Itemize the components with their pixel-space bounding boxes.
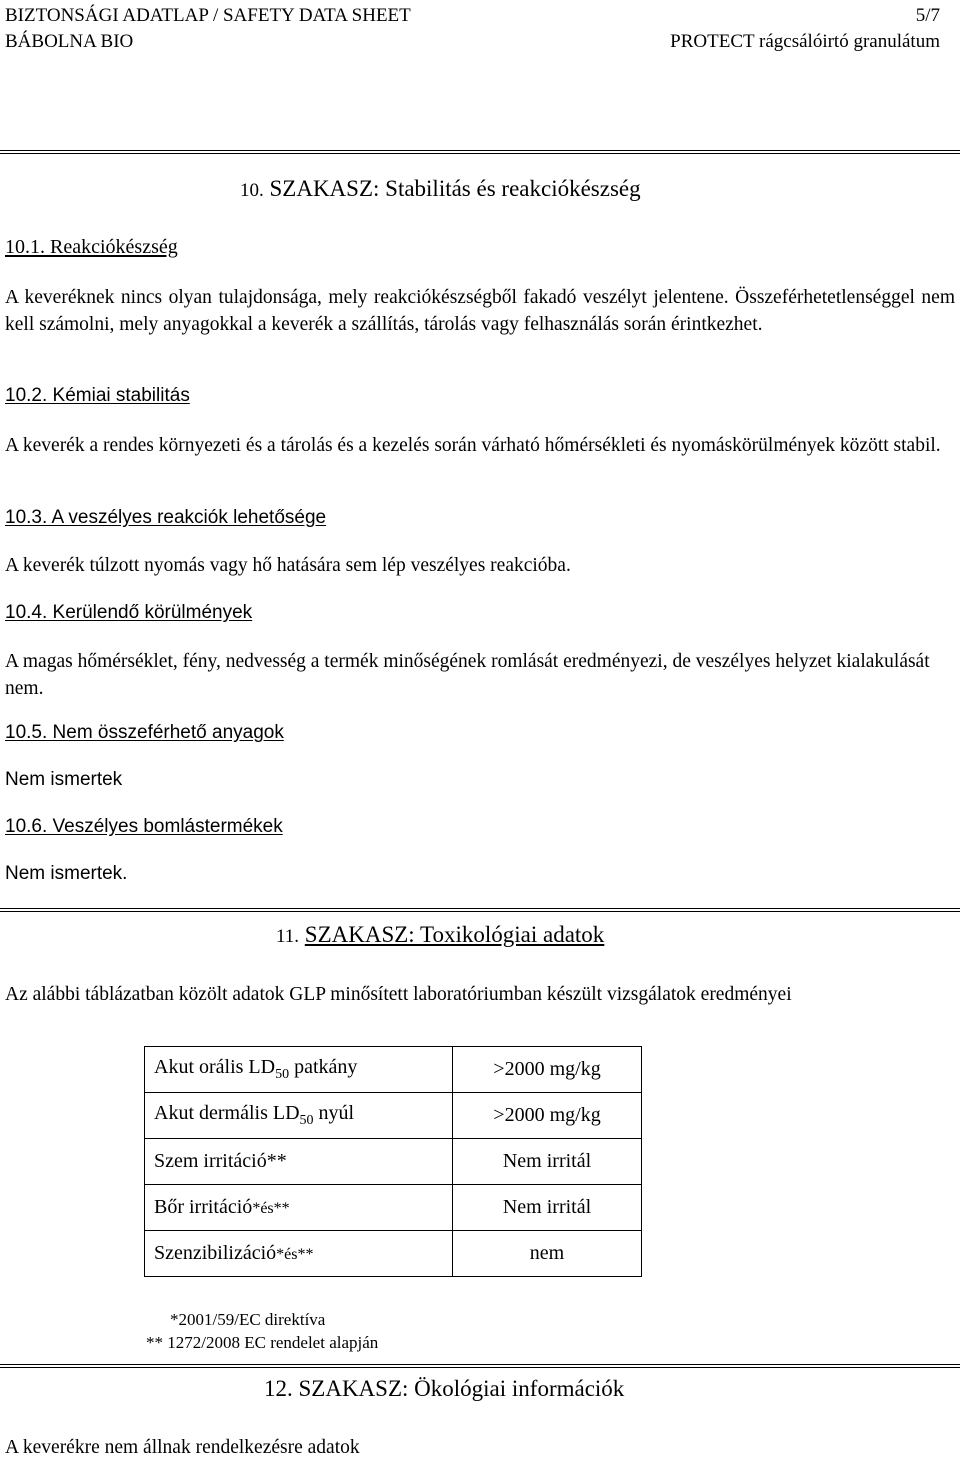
subsection-10-4: 10.4. Kerülendő körülmények xyxy=(5,602,253,623)
section-11-heading xyxy=(276,922,604,948)
section-11-intro: Az alábbi táblázatban közölt adatok GLP minősített laboratóriumban készült vizsgálatok eredményei xyxy=(5,984,792,1005)
subsection-10-5: 10.5. Nem összeférhető anyagok xyxy=(5,722,284,743)
subsection-10-1: 10.1. Reakciókészség xyxy=(5,236,178,258)
paragraph-10-4: A magas hőmérséklet, fény, nedvesség a termék minőségének romlását eredményezi, de veszélyes helyzet kialakulását nem. xyxy=(5,651,930,699)
table-cell-label: Bőr irritáció*és** xyxy=(145,1185,453,1231)
table-cell-label: Akut dermális $LD_{50}$ nyúl xyxy=(145,1093,453,1139)
product-name: PROTECT rágcsálóirtó granulátum xyxy=(670,31,940,52)
section-10-rule xyxy=(0,150,960,154)
table-cell-value: >2000 mg/kg xyxy=(453,1093,642,1139)
table-cell-label: Akut orális $LD_{50}$ patkány xyxy=(145,1047,453,1093)
paragraph-10-2: A keverék a rendes környezeti és a tárolás és a kezelés során várható hőmérsékleti és nyomáskörülmények között stabil. xyxy=(5,435,941,456)
paragraph-10-5: Nem ismertek xyxy=(5,769,123,790)
section-12-title: 12. SZAKASZ: Ökológiai információk xyxy=(264,1376,625,1401)
table-cell-value: Nem irritál xyxy=(453,1139,642,1185)
page-number: 5/7 xyxy=(915,5,940,26)
subsection-10-3: 10.3. A veszélyes reakciók lehetősége xyxy=(5,507,327,528)
table-row xyxy=(145,1185,642,1231)
section-10-heading xyxy=(240,176,641,202)
toxicology-table xyxy=(144,1046,642,1277)
table-cell-label: Szenzibilizáció*és** xyxy=(145,1231,453,1277)
table-row xyxy=(145,1231,642,1277)
paragraph-10-3: A keverék túlzott nyomás vagy hő hatására sem lép veszélyes reakcióba. xyxy=(5,555,571,576)
doc-type: BIZTONSÁGI ADATLAP / SAFETY DATA SHEET xyxy=(5,5,411,26)
table-cell-value: nem xyxy=(453,1231,642,1277)
section-10-number: 10. xyxy=(240,180,264,201)
table-cell-value: >2000 mg/kg xyxy=(453,1047,642,1093)
table-row xyxy=(145,1047,642,1093)
paragraph-10-6: Nem ismertek. xyxy=(5,863,128,884)
section-12-paragraph: A keverékre nem állnak rendelkezésre adatok xyxy=(5,1437,360,1458)
footnote-2: ** 1272/2008 EC rendelet alapján xyxy=(146,1333,379,1352)
table-row xyxy=(145,1139,642,1185)
section-11-title: SZAKASZ: Toxikológiai adatok xyxy=(304,922,605,947)
section-11-rule xyxy=(0,908,960,912)
table-cell-label: Szem irritáció** xyxy=(145,1139,453,1185)
paragraph-10-1: A keveréknek nincs olyan tulajdonsága, mely reakciókészségből fakadó veszélyt jelentene. Összeférhetetlenséggel nem kell számolni, mely anyagokkal a keverék a szállítás, tárolás vagy felhasználás során érintkezhet. xyxy=(5,287,955,335)
subsection-10-6: 10.6. Veszélyes bomlástermékek xyxy=(5,816,283,837)
company-name: BÁBOLNA BIO xyxy=(5,31,134,52)
subsection-10-2: 10.2. Kémiai stabilitás xyxy=(5,385,190,406)
table-row xyxy=(145,1093,642,1139)
section-11-number: 11. xyxy=(276,926,300,947)
table-cell-value: Nem irritál xyxy=(453,1185,642,1231)
section-12-rule xyxy=(0,1364,960,1368)
footnote-1: *2001/59/EC direktíva xyxy=(170,1310,326,1329)
section-10-title: SZAKASZ: Stabilitás és reakciókészség xyxy=(269,176,641,201)
